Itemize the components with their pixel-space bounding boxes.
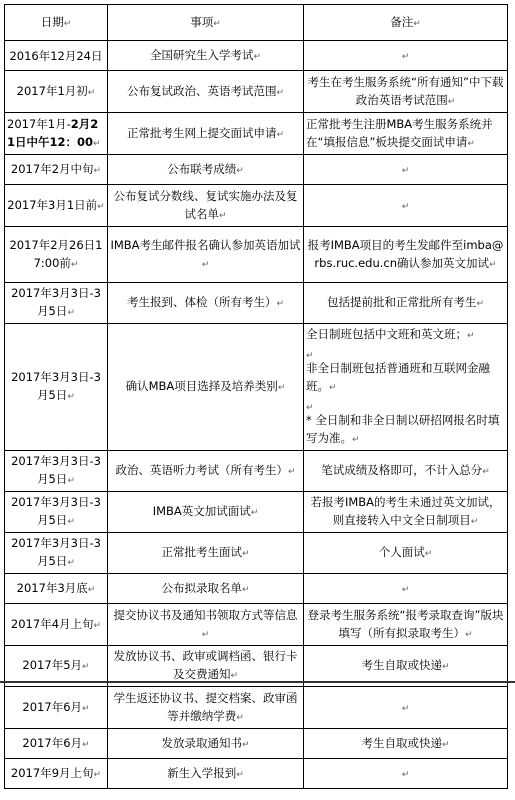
table-row (5, 492, 508, 533)
item-cell: 公布拟录取名单↵ (108, 574, 304, 604)
table-row (5, 71, 508, 113)
item-cell: IMBA考生邮件报名确认参加英语加试↵ (108, 227, 304, 283)
table-row (5, 729, 508, 759)
note-cell: 笔试成绩及格即可，不计入总分↵ (304, 451, 508, 492)
item-cell: 考生报到、体检（所有考生）↵ (108, 283, 304, 324)
table-row (5, 574, 508, 604)
item-cell: 公布复试分数线、复试实施办法及复试名单↵ (108, 185, 304, 227)
item-cell: 学生返还协议书、提交档案、政审函等并缴纳学费↵ (108, 687, 304, 729)
table-row (5, 185, 508, 227)
table-row (5, 759, 508, 789)
note-cell: 考生自取或快递↵ (304, 646, 508, 687)
note-cell: 登录考生服务系统“报考录取查询”版块填写（所有拟录取考生）↵ (304, 604, 508, 646)
note-cell: 报考IMBA项目的考生发邮件至imba@rbs.ruc.edu.cn确认参加英文加试↵ (304, 227, 508, 283)
item-cell: 正常批考生面试↵ (108, 533, 304, 574)
note-paragraph: * 全日制和非全日制以研招网报名时填写为准。↵ (306, 413, 500, 445)
date-cell: 2017年2月中旬↵ (5, 155, 108, 185)
section-divider (0, 681, 515, 683)
note-cell: 考生自取或快递↵ (304, 729, 508, 759)
item-cell: 提交协议书及通知书领取方式等信息↵ (108, 604, 304, 646)
schedule-table-continued (4, 686, 508, 789)
item-cell: 政治、英语听力考试（所有考生）↵ (108, 451, 304, 492)
date-cell: 2017年5月↵ (5, 646, 108, 687)
table-row (5, 283, 508, 324)
date-cell: 2017年3月3日-3月5日↵ (5, 451, 108, 492)
date-cell: 2017年3月3日-3月5日↵ (5, 283, 108, 324)
table-row (5, 155, 508, 185)
note-cell: ↵ (304, 759, 508, 789)
table-row (5, 687, 508, 729)
note-cell: ↵ (304, 687, 508, 729)
header-item: 事项↵ (108, 5, 304, 41)
date-cell: 2017年3月3日-3月5日↵ (5, 492, 108, 533)
note-cell: 全日制班包括中文班和英文班；↵ ↵ 非全日制班包括普通班和互联网金融班。↵ ↵ * 全日制和非全日制以研招网报名时填写为准。↵ (304, 324, 508, 451)
note-cell: 包括提前批和正常批所有考生↵ (304, 283, 508, 324)
table-row (5, 324, 508, 451)
note-cell: 若报考IMBA的考生未通过英文加试，则直接转入中文全日制项目↵ (304, 492, 508, 533)
date-cell: 2017年3月1日前↵ (5, 185, 108, 227)
date-cell: 2017年3月3日-3月5日↵ (5, 324, 108, 451)
date-cell: 2017年9月上旬↵ (5, 759, 108, 789)
table-row (5, 604, 508, 646)
note-paragraph: 全日制班包括中文班和英文班；↵ (306, 327, 475, 341)
header-date: 日期↵ (5, 5, 108, 41)
table-row (5, 227, 508, 283)
item-cell: 发放录取通知书↵ (108, 729, 304, 759)
note-cell: ↵ (304, 185, 508, 227)
item-cell: 正常批考生网上提交面试申请↵ (108, 113, 304, 155)
item-cell: 公布联考成绩↵ (108, 155, 304, 185)
date-cell: 2017年2月26日17:00前↵ (5, 227, 108, 283)
note-cell: 个人面试↵ (304, 533, 508, 574)
table-row (5, 533, 508, 574)
date-cell: 2016年12月24日 (5, 41, 108, 71)
date-cell: 2017年3月底↵ (5, 574, 108, 604)
note-cell: 考生在考生服务系统“所有通知”中下载政治英语考试范围↵ (304, 71, 508, 113)
header-note: 备注↵ (304, 5, 508, 41)
table-row (5, 451, 508, 492)
table-header-row (5, 5, 508, 41)
note-cell: ↵ (304, 574, 508, 604)
note-paragraph: 非全日制班包括普通班和互联网金融班。↵ (306, 361, 490, 393)
date-cell: 2017年3月3日-3月5日↵ (5, 533, 108, 574)
date-cell: 2017年6月↵ (5, 729, 108, 759)
table-row (5, 41, 508, 71)
schedule-table (4, 4, 508, 687)
note-cell: ↵ (304, 41, 508, 71)
item-cell: 新生入学报到↵ (108, 759, 304, 789)
note-cell: 正常批考生注册MBA考生服务系统并在“填报信息”板块提交面试申请↵ (304, 113, 508, 155)
item-cell: IMBA英文加试面试↵ (108, 492, 304, 533)
item-cell: 确认MBA项目选择及培养类别↵ (108, 324, 304, 451)
item-cell: 公布复试政治、英语考试范围↵ (108, 71, 304, 113)
date-cell: 2017年6月↵ (5, 687, 108, 729)
date-cell: 2017年1月-2月21日中午12：00↵ (5, 113, 108, 155)
date-cell: 2017年1月初↵ (5, 71, 108, 113)
note-cell: ↵ (304, 155, 508, 185)
table-row (5, 113, 508, 155)
date-cell: 2017年4月上旬↵ (5, 604, 108, 646)
item-cell: 发放协议书、政审或调档函、银行卡及交费通知↵ (108, 646, 304, 687)
item-cell: 全国研究生入学考试↵ (108, 41, 304, 71)
